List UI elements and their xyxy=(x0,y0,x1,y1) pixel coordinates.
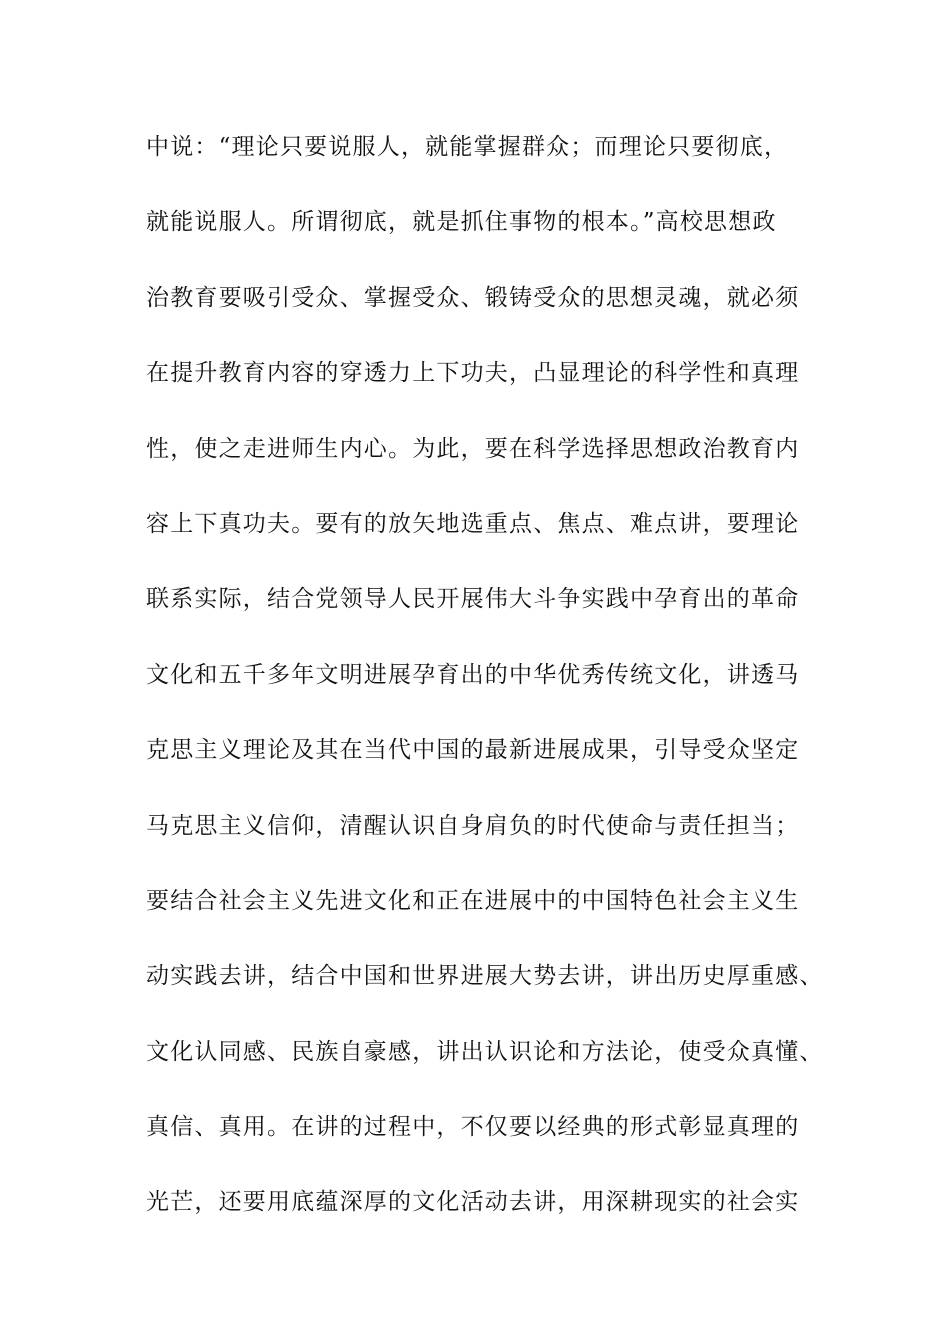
text-line: 克思主义理论及其在当代中国的最新进展成果，引导受众坚定 xyxy=(146,737,800,764)
text-line: 文化认同感、民族自豪感，讲出认识论和方法论，使受众真懂、 xyxy=(146,1038,824,1065)
text-line: 文化和五千多年文明进展孕育出的中华优秀传统文化，讲透马 xyxy=(146,661,800,688)
text-line: 要结合社会主义先进文化和正在进展中的中国特色社会主义生 xyxy=(146,887,800,914)
text-line: 真信、真用。在讲的过程中，不仅要以经典的形式彰显真理的 xyxy=(146,1114,800,1141)
text-line: 中说：“理论只要说服人，就能掌握群众；而理论只要彻底， xyxy=(146,134,789,160)
text-line: 马克思主义信仰，清醒认识自身肩负的时代使命与责任担当； xyxy=(146,812,800,839)
text-line: 在提升教育内容的穿透力上下功夫，凸显理论的科学性和真理 xyxy=(146,360,800,387)
text-line: 容上下真功夫。要有的放矢地选重点、焦点、难点讲，要理论 xyxy=(146,510,800,537)
text-line: 性，使之走进师生内心。为此，要在科学选择思想政治教育内 xyxy=(146,435,800,462)
text-line: 就能说服人。所谓彻底，就是抓住事物的根本。”高校思想政 xyxy=(146,209,777,236)
text-line: 光芒，还要用底蕴深厚的文化活动去讲，用深耕现实的社会实 xyxy=(146,1189,800,1216)
body-text xyxy=(146,127,826,1258)
text-line: 联系实际，结合党领导人民开展伟大斗争实践中孕育出的革命 xyxy=(146,586,800,613)
text-line: 动实践去讲，结合中国和世界进展大势去讲，讲出历史厚重感、 xyxy=(146,963,824,990)
text-line: 治教育要吸引受众、掌握受众、锻铸受众的思想灵魂，就必须 xyxy=(146,284,800,311)
